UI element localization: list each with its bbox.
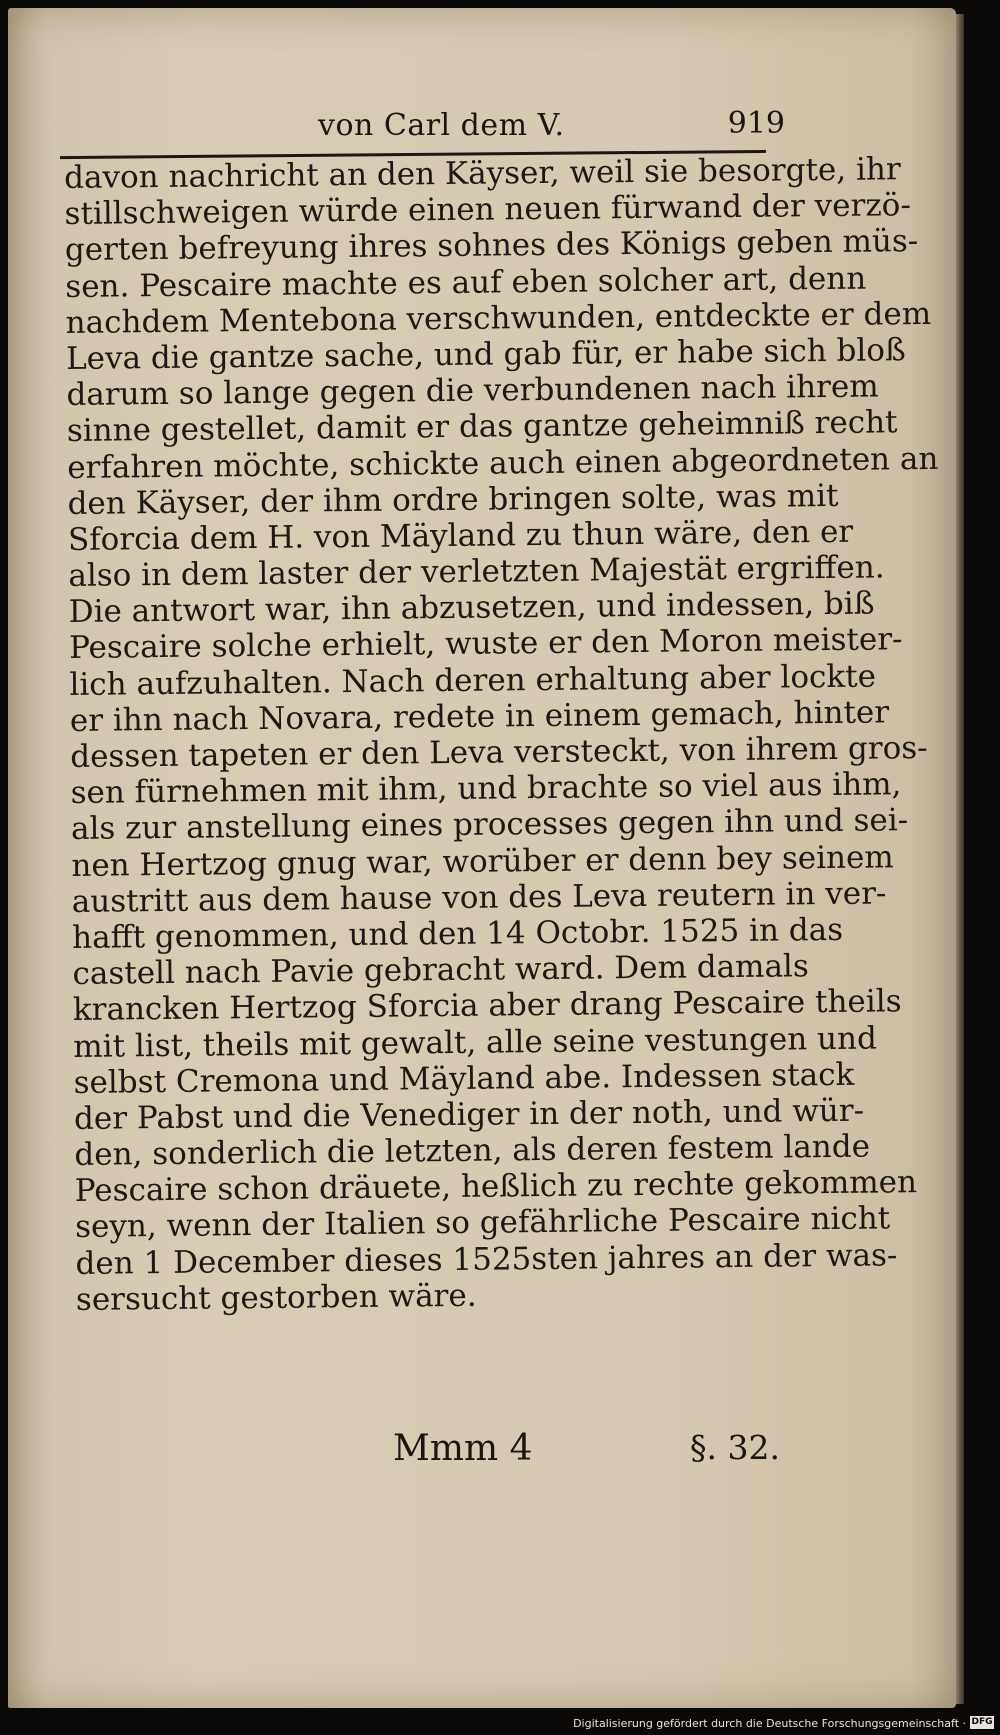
text-line: als zur anstellung eines processes gegen ihn und sei- [70, 802, 909, 848]
text-line: sen fürnehmen mit ihm, und brachte so viel aus ihm, [70, 766, 902, 812]
text-line: Sforcia dem H. von Mäyland zu thun wäre, den er [67, 513, 854, 558]
text-line: er ihn nach Novara, redete in einem gemach, hinter [69, 694, 890, 739]
text-line: Leva die gantze sache, und gab für, er habe sich bloß [65, 332, 906, 377]
text-line: lich aufzuhalten. Nach deren erhaltung aber lockte [69, 658, 877, 703]
text-line: dessen tapeten er den Leva versteckt, von ihrem gros- [70, 729, 928, 775]
text-line: Die antwort war, ihn abzusetzen, und indessen, biß [68, 585, 875, 631]
text-line: gerten befreyung ihres sohnes des Königs geben müs- [64, 223, 919, 269]
text-line: nen Hertzog gnug war, worüber er denn bey seinem [71, 838, 894, 884]
text-line: stillschweigen würde einen neuen fürwand der verzö- [64, 187, 912, 233]
text-line: Pescaire solche erhielt, wuste er den Moron meister- [68, 621, 903, 667]
text-line: sersucht gestorben wäre. [75, 1277, 477, 1318]
dfg-logo: DFG [971, 1717, 993, 1727]
text-line: nachdem Mentebona verschwunden, entdeckte er dem [65, 295, 932, 341]
text-line: hafft genommen, und den 14 Octobr. 1525 in das [71, 911, 844, 956]
text-line: austritt aus dem hause von des Leva reutern in ver- [71, 875, 887, 920]
text-line: den, sonderlich die letzten, als deren festem lande [74, 1128, 871, 1174]
text-line: also in dem laster der verletzten Majestät ergriffen. [68, 549, 885, 595]
text-line: mit list, theils mit gewalt, alle seine vestungen und [73, 1020, 878, 1065]
page-number: 919 [727, 106, 785, 141]
text-line: den 1 December dieses 1525sten jahres an der was- [75, 1236, 898, 1282]
text-line: darum so lange gegen die verbundenen nach ihrem [66, 368, 879, 414]
text-line: sen. Pescaire machte es auf eben solcher art, denn [65, 260, 867, 305]
text-line: davon nachricht an den Käyser, weil sie besorgte, ihr [64, 151, 901, 196]
page-edge-shadow [956, 14, 964, 1704]
running-head: von Carl dem V. [318, 108, 565, 143]
text-line: erfahren möchte, schickte auch einen abgeordneten an [67, 440, 939, 486]
catchword: §. 32. [690, 1428, 780, 1467]
text-line: der Pabst und die Venediger in der noth, und wür- [73, 1092, 865, 1137]
text-line: den Käyser, der ihm ordre bringen solte, was mit [67, 477, 839, 522]
text-line: selbst Cremona und Mäyland abe. Indessen stack [73, 1056, 855, 1101]
funding-credit: Digitalisierung gefördert durch die Deutsche Forschungsgemeinschaft · [573, 1717, 966, 1730]
signature-mark: Mmm 4 [393, 1428, 533, 1469]
text-line: castell nach Pavie gebracht ward. Dem damals [72, 948, 809, 993]
text-line: krancken Hertzog Sforcia aber drang Pescaire theils [72, 983, 902, 1029]
text-line: sinne gestellet, damit er das gantze geheimniß recht [66, 404, 898, 450]
text-line: Pescaire schon dräuete, heßlich zu rechte gekommen [74, 1164, 918, 1210]
text-line: seyn, wenn der Italien so gefährliche Pescaire nicht [74, 1200, 891, 1246]
body-text [64, 151, 939, 1318]
